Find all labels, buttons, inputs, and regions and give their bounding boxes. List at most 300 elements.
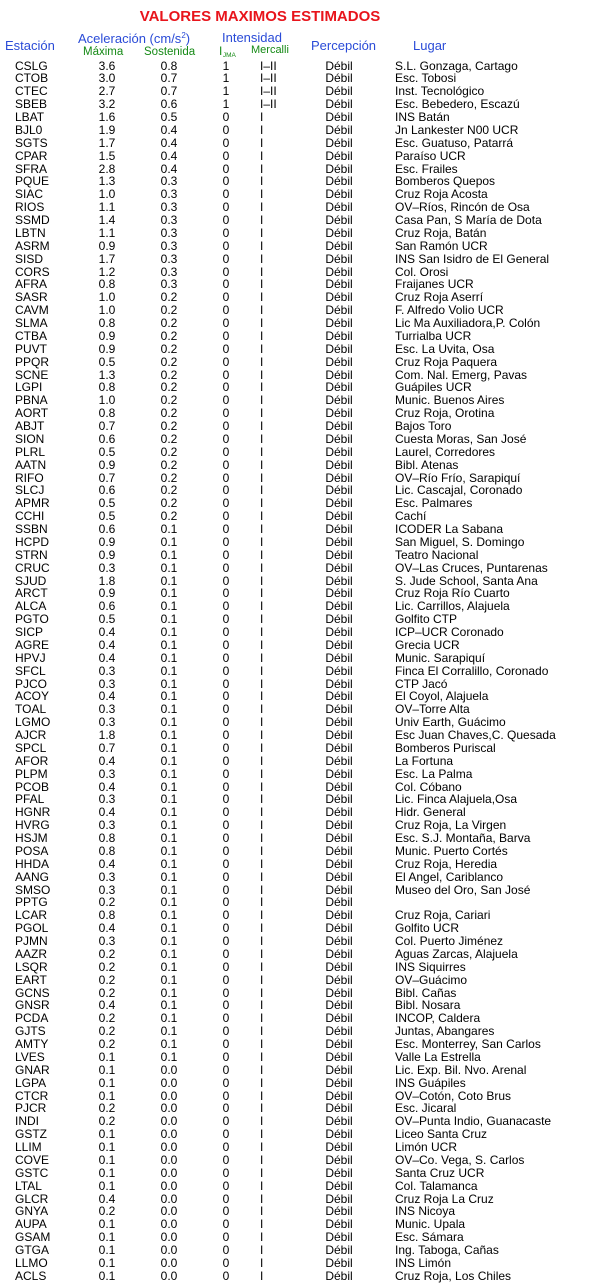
max-acceleration-value: 0.5 (98, 509, 116, 524)
sustained-acceleration-value: 0.2 (160, 496, 178, 511)
table-row (0, 137, 590, 150)
perception-value: Débil (325, 444, 353, 459)
place-name: S.L. Gonzaga, Cartago (395, 58, 518, 73)
station-code: LSQR (15, 959, 48, 974)
sustained-acceleration-value: 0.1 (160, 805, 178, 820)
table-row (0, 98, 590, 111)
station-code: RIOS (15, 200, 45, 215)
max-acceleration-value: 0.8 (98, 380, 116, 395)
mercalli-intensity-value: I (260, 676, 264, 691)
station-code: AGRE (15, 637, 50, 652)
sustained-acceleration-value: 0.2 (160, 316, 178, 331)
mercalli-intensity-value: I (260, 1049, 264, 1064)
perception-value: Débil (325, 380, 353, 395)
place-name: OV–Las Cruces, Puntarenas (395, 560, 548, 575)
jma-intensity-value: 0 (222, 702, 230, 717)
max-acceleration-value: 0.2 (98, 959, 116, 974)
perception-value: Débil (325, 1075, 353, 1090)
mercalli-intensity-value: I (260, 316, 264, 331)
mercalli-intensity-value: I (260, 444, 264, 459)
place-name: ICP–UCR Coronado (395, 625, 504, 640)
sustained-acceleration-value: 0.0 (160, 1217, 178, 1232)
jma-intensity-value: 0 (222, 200, 230, 215)
station-code: PPQR (15, 354, 50, 369)
table-row (0, 1167, 590, 1180)
mercalli-intensity-value: I (260, 328, 264, 343)
mercalli-intensity-value: I (260, 1114, 264, 1129)
sustained-acceleration-value: 0.3 (160, 238, 178, 253)
station-code: GJTS (15, 1024, 46, 1039)
mercalli-intensity-value: I (260, 1243, 264, 1258)
max-acceleration-value: 2.7 (98, 84, 116, 99)
station-code: AATN (15, 457, 47, 472)
jma-intensity-value: 0 (222, 367, 230, 382)
jma-intensity-value: 0 (222, 225, 230, 240)
sustained-acceleration-value: 0.1 (160, 663, 178, 678)
jma-intensity-value: 0 (222, 316, 230, 331)
place-name: OV–Torre Alta (395, 702, 470, 717)
sustained-acceleration-value: 0.0 (160, 1062, 178, 1077)
table-row (0, 484, 590, 497)
table-row (0, 832, 590, 845)
sustained-acceleration-value: 0.2 (160, 367, 178, 382)
jma-intensity-value: 0 (222, 1062, 230, 1077)
jma-intensity-value: 0 (222, 148, 230, 163)
max-acceleration-value: 1.2 (98, 264, 116, 279)
place-name: San Ramón UCR (395, 238, 488, 253)
place-name: Bibl. Atenas (395, 457, 459, 472)
max-acceleration-value: 0.1 (98, 1178, 116, 1193)
mercalli-intensity-value: I (260, 534, 264, 549)
sustained-acceleration-value: 0.1 (160, 895, 178, 910)
perception-value: Débil (325, 676, 353, 691)
jma-intensity-value: 0 (222, 1255, 230, 1270)
station-code: PGTO (15, 612, 49, 627)
max-acceleration-value: 0.7 (98, 740, 116, 755)
place-name: INCOP, Caldera (395, 1011, 481, 1026)
max-acceleration-value: 0.4 (98, 625, 116, 640)
max-acceleration-value: 0.2 (98, 1011, 116, 1026)
max-acceleration-value: 0.2 (98, 1204, 116, 1219)
acceleration-unit-exponent: 2 (181, 31, 186, 40)
max-acceleration-value: 0.9 (98, 547, 116, 562)
perception-column-header: Percepción (311, 38, 377, 53)
jma-intensity-value: 0 (222, 1243, 230, 1258)
sustained-acceleration-value: 0.4 (160, 161, 178, 176)
max-acceleration-value: 0.9 (98, 238, 116, 253)
max-acceleration-value: 0.5 (98, 354, 116, 369)
table-row (0, 1115, 590, 1128)
jma-intensity-value: 0 (222, 856, 230, 871)
max-acceleration-value: 0.8 (98, 843, 116, 858)
station-code: CTOB (15, 71, 49, 86)
jma-intensity-value: 0 (222, 753, 230, 768)
station-code: SLMA (15, 316, 48, 331)
perception-value: Débil (325, 573, 353, 588)
perception-value: Débil (325, 1255, 353, 1270)
max-acceleration-value: 0.1 (98, 1088, 116, 1103)
sustained-acceleration-value: 0.3 (160, 277, 178, 292)
table-row (0, 729, 590, 742)
place-name: Cruz Roja Paquera (395, 354, 498, 369)
jma-intensity-value: 0 (222, 843, 230, 858)
perception-value: Débil (325, 316, 353, 331)
sustained-acceleration-value: 0.1 (160, 882, 178, 897)
station-code: AFOR (15, 753, 49, 768)
perception-value: Débil (325, 341, 353, 356)
station-code: PPTG (15, 895, 48, 910)
perception-value: Débil (325, 766, 353, 781)
perception-value: Débil (325, 161, 353, 176)
station-code: CORS (15, 264, 50, 279)
table-row (0, 536, 590, 549)
jma-intensity-value: 0 (222, 457, 230, 472)
station-code: PLPM (15, 766, 48, 781)
mercalli-intensity-value: I (260, 251, 264, 266)
mercalli-intensity-value: I (260, 110, 264, 125)
jma-intensity-value: 0 (222, 1049, 230, 1064)
place-name: Juntas, Abangares (395, 1024, 495, 1039)
perception-value: Débil (325, 97, 353, 112)
max-acceleration-value: 0.3 (98, 882, 116, 897)
jma-intensity-value: 0 (222, 818, 230, 833)
sustained-acceleration-value: 0.1 (160, 792, 178, 807)
jma-intensity-value: 0 (222, 251, 230, 266)
perception-value: Débil (325, 71, 353, 86)
station-code: HSJM (15, 831, 48, 846)
sustained-acceleration-value: 0.1 (160, 779, 178, 794)
mercalli-intensity-value: I (260, 740, 264, 755)
perception-value: Débil (325, 689, 353, 704)
station-code: AFRA (15, 277, 48, 292)
mercalli-intensity-value: I (260, 277, 264, 292)
place-name: Col. Puerto Jiménez (395, 934, 504, 949)
sustained-acceleration-value: 0.1 (160, 998, 178, 1013)
place-name: Guápiles UCR (395, 380, 472, 395)
place-name: Finca El Corralillo, Coronado (395, 663, 549, 678)
table-row (0, 999, 590, 1012)
mercalli-intensity-value: I (260, 625, 264, 640)
place-name: OV–Co. Vega, S. Carlos (395, 1152, 525, 1167)
station-code: LLIM (15, 1140, 42, 1155)
sustained-acceleration-value: 0.2 (160, 380, 178, 395)
station-code: PBNA (15, 393, 48, 408)
place-name: Cruz Roja, La Virgen (395, 818, 507, 833)
station-code: PCOB (15, 779, 50, 794)
place-name: OV–Punta Indio, Guanacaste (395, 1114, 552, 1129)
table-row (0, 1012, 590, 1025)
station-code: LLMO (15, 1255, 48, 1270)
max-acceleration-value: 0.5 (98, 444, 116, 459)
mercalli-intensity-value: I (260, 637, 264, 652)
perception-value: Débil (325, 998, 353, 1013)
perception-value: Débil (325, 1230, 353, 1245)
place-name: Munic. Buenos Aires (395, 393, 505, 408)
mercalli-intensity-value: I–II (260, 71, 277, 86)
station-code: PJCR (15, 1101, 47, 1116)
sustained-acceleration-value: 0.2 (160, 303, 178, 318)
sustained-acceleration-value: 0.4 (160, 135, 178, 150)
station-code: SISD (15, 251, 44, 266)
sustained-acceleration-value: 0.1 (160, 534, 178, 549)
sustained-acceleration-value: 0.0 (160, 1204, 178, 1219)
jma-intensity-value: 0 (222, 290, 230, 305)
jma-intensity-value: 0 (222, 161, 230, 176)
max-acceleration-value: 1.1 (98, 225, 116, 240)
place-name: Col. Talamanca (395, 1178, 478, 1193)
jma-intensity-value: 0 (222, 264, 230, 279)
table-row (0, 1090, 590, 1103)
intensity-column-header: Intensidad (222, 30, 282, 45)
perception-value: Débil (325, 1037, 353, 1052)
perception-value: Débil (325, 496, 353, 511)
table-row (0, 1218, 590, 1231)
table-row (0, 1180, 590, 1193)
max-acceleration-value: 0.7 (98, 419, 116, 434)
jma-intensity-value: 0 (222, 689, 230, 704)
perception-value: Débil (325, 959, 353, 974)
perception-value: Débil (325, 264, 353, 279)
perception-value: Débil (325, 934, 353, 949)
max-acceleration-value: 0.3 (98, 560, 116, 575)
perception-value: Débil (325, 1204, 353, 1219)
jma-intensity-value: 0 (222, 1191, 230, 1206)
max-acceleration-value: 1.7 (98, 251, 116, 266)
place-name: Golfito CTP (395, 612, 458, 627)
mercalli-intensity-value: I (260, 225, 264, 240)
jma-intensity-value: 0 (222, 1165, 230, 1180)
perception-value: Débil (325, 740, 353, 755)
jma-intensity-value: 0 (222, 1037, 230, 1052)
mercalli-intensity-value: I (260, 779, 264, 794)
place-name: Esc. Bebedero, Escazú (395, 97, 520, 112)
jma-intensity-value: 0 (222, 715, 230, 730)
max-acceleration-value: 0.5 (98, 612, 116, 627)
place-name: Laurel, Corredores (395, 444, 496, 459)
mercalli-intensity-value: I (260, 728, 264, 743)
sustained-acceleration-value: 0.2 (160, 509, 178, 524)
table-row (0, 394, 590, 407)
sustained-acceleration-value: 0.3 (160, 251, 178, 266)
max-acceleration-value: 0.4 (98, 805, 116, 820)
perception-value: Débil (325, 225, 353, 240)
place-name: F. Alfredo Volio UCR (395, 303, 504, 318)
mercalli-intensity-value: I (260, 560, 264, 575)
perception-value: Débil (325, 869, 353, 884)
jma-intensity-value: 0 (222, 586, 230, 601)
mercalli-intensity-value: I (260, 367, 264, 382)
max-acceleration-value: 0.1 (98, 1217, 116, 1232)
sustained-acceleration-value: 0.8 (160, 58, 178, 73)
max-acceleration-value: 0.4 (98, 856, 116, 871)
perception-value: Débil (325, 753, 353, 768)
perception-value: Débil (325, 213, 353, 228)
jma-intensity-value: 0 (222, 1268, 230, 1283)
station-code: RIFO (15, 470, 44, 485)
sustained-acceleration-value: 0.1 (160, 702, 178, 717)
station-code: PGOL (15, 921, 49, 936)
acceleration-header-close: ) (185, 31, 191, 46)
jma-intensity-symbol: I (219, 44, 223, 58)
max-acceleration-value: 0.1 (98, 1230, 116, 1245)
station-code: APMR (15, 496, 50, 511)
mercalli-intensity-value: I (260, 715, 264, 730)
max-acceleration-value: 0.8 (98, 316, 116, 331)
mercalli-intensity-value: I (260, 1140, 264, 1155)
mercalli-intensity-value: I (260, 1075, 264, 1090)
mercalli-intensity-value: I (260, 869, 264, 884)
max-acceleration-value: 0.4 (98, 689, 116, 704)
mercalli-intensity-value: I (260, 1165, 264, 1180)
station-code: CRUC (15, 560, 50, 575)
max-acceleration-value: 1.8 (98, 573, 116, 588)
station-code: LTAL (15, 1178, 42, 1193)
jma-intensity-value: 0 (222, 303, 230, 318)
max-acceleration-value: 3.0 (98, 71, 116, 86)
sustained-acceleration-value: 0.2 (160, 290, 178, 305)
perception-value: Débil (325, 110, 353, 125)
perception-value: Débil (325, 393, 353, 408)
max-acceleration-value: 0.1 (98, 1243, 116, 1258)
station-code: AAZR (15, 946, 48, 961)
perception-value: Débil (325, 818, 353, 833)
station-code: PQUE (15, 174, 50, 189)
mercalli-intensity-value: I (260, 135, 264, 150)
station-code: TOAL (15, 702, 47, 717)
perception-value: Débil (325, 843, 353, 858)
place-name: Esc. Jicaral (395, 1101, 457, 1116)
mercalli-intensity-value: I (260, 1204, 264, 1219)
jma-intensity-value: 0 (222, 676, 230, 691)
perception-value: Débil (325, 367, 353, 382)
max-acceleration-value: 0.2 (98, 895, 116, 910)
sustained-acceleration-value: 0.3 (160, 264, 178, 279)
place-name: Cruz Roja Río Cuarto (395, 586, 510, 601)
max-acceleration-value: 3.6 (98, 58, 116, 73)
perception-value: Débil (325, 715, 353, 730)
sustained-acceleration-value: 0.1 (160, 946, 178, 961)
place-name: Aguas Zarcas, Alajuela (395, 946, 518, 961)
table-row (0, 793, 590, 806)
place-name: Ing. Taboga, Cañas (395, 1243, 499, 1258)
station-code: LVES (15, 1049, 45, 1064)
sustained-acceleration-value: 0.1 (160, 637, 178, 652)
mercalli-intensity-value: I (260, 934, 264, 949)
perception-value: Débil (325, 251, 353, 266)
max-acceleration-value: 1.6 (98, 110, 116, 125)
sustained-acceleration-value: 0.3 (160, 225, 178, 240)
station-code: CTBA (15, 328, 48, 343)
mercalli-intensity-value: I–II (260, 84, 277, 99)
jma-intensity-value: 0 (222, 431, 230, 446)
perception-value: Débil (325, 1049, 353, 1064)
sustained-acceleration-value: 0.2 (160, 393, 178, 408)
table-row (0, 433, 590, 446)
perception-value: Débil (325, 1140, 353, 1155)
table-row (0, 845, 590, 858)
table-row (0, 690, 590, 703)
station-code: GSTC (15, 1165, 49, 1180)
place-name: INS Nicoya (395, 1204, 456, 1219)
perception-value: Débil (325, 1243, 353, 1258)
mercalli-intensity-value: I (260, 895, 264, 910)
mercalli-intensity-value: I–II (260, 97, 277, 112)
max-acceleration-value: 1.4 (98, 213, 116, 228)
max-acceleration-value: 0.3 (98, 869, 116, 884)
jma-intensity-value: 0 (222, 122, 230, 137)
mercalli-intensity-value: I (260, 599, 264, 614)
place-name: El Angel, Cariblanco (395, 869, 504, 884)
station-code: STRN (15, 547, 48, 562)
max-acceleration-value: 0.1 (98, 1075, 116, 1090)
table-row (0, 1231, 590, 1244)
perception-value: Débil (325, 882, 353, 897)
table-row (0, 497, 590, 510)
sustained-acceleration-value: 0.1 (160, 972, 178, 987)
mercalli-intensity-value: I (260, 1088, 264, 1103)
station-code: PLRL (15, 444, 46, 459)
place-name: Cruz Roja, Heredia (395, 856, 498, 871)
page-title: VALORES MAXIMOS ESTIMADOS (139, 8, 381, 25)
station-code: SCNE (15, 367, 49, 382)
station-code: HGNR (15, 805, 51, 820)
mercalli-intensity-value: I (260, 122, 264, 137)
station-code: SASR (15, 290, 48, 305)
max-acceleration-value: 0.9 (98, 328, 116, 343)
jma-intensity-value: 0 (222, 1140, 230, 1155)
jma-intensity-value: 0 (222, 573, 230, 588)
place-name: OV–Ríos, Rincón de Osa (395, 200, 530, 215)
sustained-acceleration-value: 0.2 (160, 483, 178, 498)
mercalli-intensity-value: I (260, 831, 264, 846)
jma-intensity-subscript: JMA (222, 52, 236, 59)
max-acceleration-value: 0.1 (98, 1152, 116, 1167)
jma-intensity-value: 0 (222, 998, 230, 1013)
mercalli-intensity-value: I (260, 161, 264, 176)
mercalli-intensity-value: I (260, 650, 264, 665)
station-code: PJMN (15, 934, 48, 949)
perception-value: Débil (325, 84, 353, 99)
mercalli-intensity-value: I (260, 1062, 264, 1077)
table-row (0, 909, 590, 922)
max-acceleration-value: 1.3 (98, 367, 116, 382)
jma-intensity-value: 0 (222, 959, 230, 974)
table-row (0, 652, 590, 665)
jma-intensity-value: 0 (222, 444, 230, 459)
max-acceleration-value: 0.2 (98, 985, 116, 1000)
max-acceleration-value: 0.9 (98, 534, 116, 549)
sustained-acceleration-value: 0.1 (160, 753, 178, 768)
station-code: HHDA (15, 856, 50, 871)
sustained-acceleration-value: 0.7 (160, 84, 178, 99)
table-row (0, 1128, 590, 1141)
jma-intensity-value: 1 (222, 84, 230, 99)
mercalli-intensity-value: I (260, 1268, 264, 1283)
table-row (0, 562, 590, 575)
jma-intensity-value: 0 (222, 612, 230, 627)
sustained-acceleration-value: 0.1 (160, 921, 178, 936)
sustained-acceleration-value: 0.2 (160, 457, 178, 472)
sustained-acceleration-value: 0.0 (160, 1114, 178, 1129)
table-row (0, 124, 590, 137)
place-name: INS San Isidro de El General (395, 251, 550, 266)
station-code: ABJT (15, 419, 45, 434)
perception-value: Débil (325, 547, 353, 562)
place-name: Esc Juan Chaves,C. Quesada (395, 728, 556, 743)
station-code: ASRM (15, 238, 50, 253)
table-row (0, 742, 590, 755)
max-acceleration-value: 0.8 (98, 831, 116, 846)
